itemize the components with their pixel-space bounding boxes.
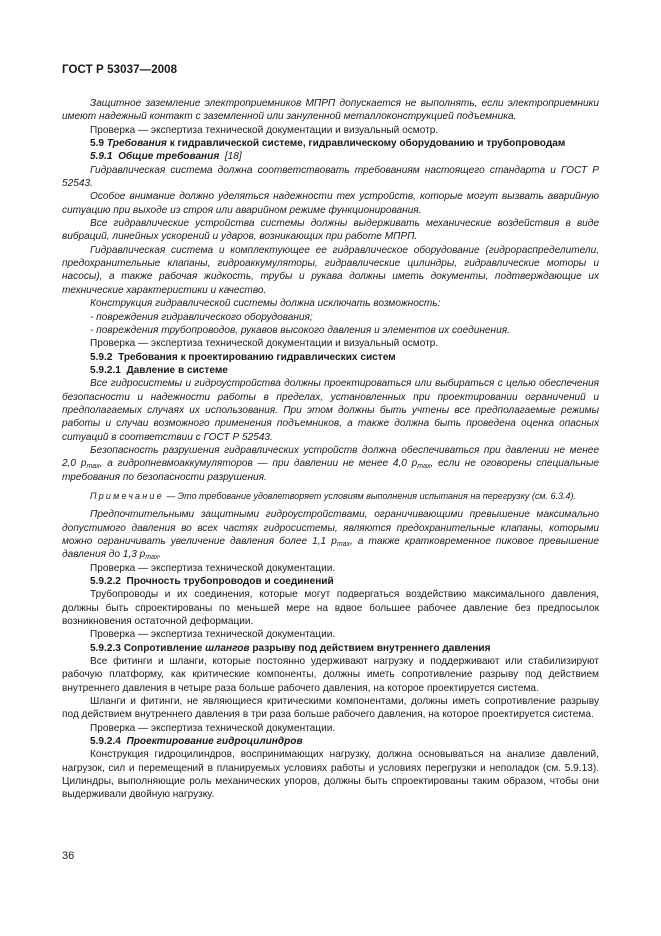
pmax-symbol: $p_{max}$ <box>139 549 159 562</box>
list-item: - повреждения трубопроводов, рукавов высокого давления и элементов их соединения. <box>90 324 510 336</box>
section-title: Проектирование гидроцилиндров <box>126 736 303 748</box>
section-heading-5-9 <box>62 137 599 150</box>
paragraph: Предпочтительными защитными гидроустройствами, ограничивающими превышение максимально допустимого давления во всех частях гидросистемы, являются предохранительные клапаны, которыми можно ограничивать увеличение давления более 1,1 $p_{max}$, а также кратковременное пиковое превышение давления до 1,3 $p_{max}$. <box>62 509 599 562</box>
pmax-symbol: $p_{max}$ <box>411 458 431 471</box>
section-number: 5.9.1 <box>90 151 113 163</box>
section-heading-5-9-1 <box>62 150 599 163</box>
page-content <box>62 97 599 802</box>
section-title: Сопротивление <box>123 642 203 654</box>
paragraph: Безопасность разрушения гидравлических устройств должна обеспечиваться при давлении не менее 2,0 $p_{max}$, а гидропневмоаккумуляторов — при давлении не менее 4,0 $p_{max}$, если не оговорены специальные требования по безопасности разрушения. <box>62 444 599 483</box>
section-title-italic: шлангов <box>205 642 250 654</box>
section-heading-5-9-2-1 <box>62 364 599 377</box>
paragraph: Конструкция гидравлической системы должна исключать возможность: <box>90 298 441 310</box>
paragraph: Трубопроводы и их соединения, которые могут подвергаться воздействию максимального давления, должны быть спроектированы по меньшей мере на вдвое большее рабочее давление без предпосылок возникновения остаточной деформации. <box>62 589 599 627</box>
check-line: Проверка — экспертиза технической документации и визуальный осмотр. <box>90 338 439 350</box>
check-line: Проверка — экспертиза технической документации. <box>90 722 336 734</box>
section-heading-5-9-2-2 <box>62 575 599 588</box>
check-line: Проверка — экспертиза технической документации и визуальный осмотр. <box>90 124 439 136</box>
section-heading-5-9-2 <box>62 351 599 364</box>
section-number: 5.9.2 <box>90 351 113 363</box>
pmax-symbol: $p_{max}$ <box>331 535 351 548</box>
page-number: 36 <box>62 850 75 862</box>
list-item: - повреждения гидравлического оборудования; <box>90 311 313 323</box>
paragraph: Гидравлическая система и комплектующее ее гидравлическое оборудование (гидрораспределители, предохранительные клапаны, гидроаккумуляторы, гидравлические цилиндры, гидравлические моторы и насосы), а также рабочая жидкость, трубы и рукава должны иметь документы, подтверждающие их технические характеристики и качество. <box>62 244 599 296</box>
reference: [18] <box>224 151 242 163</box>
check-line: Проверка — экспертиза технической документации. <box>90 629 336 641</box>
section-number: 5.9.2.1 <box>90 364 121 376</box>
section-heading-5-9-2-3 <box>62 642 599 655</box>
section-lead: Требования <box>106 138 167 150</box>
note-label: Примечание <box>90 490 164 501</box>
section-number: 5.9 <box>90 138 105 150</box>
note-text: — Это требование удовлетворяет условиям выполнения испытания на перегрузку (см. 6.3.4). <box>166 490 577 501</box>
pmax-symbol: $p_{max}$ <box>80 458 100 471</box>
section-title: Требования к проектированию гидравлических систем <box>118 351 396 363</box>
paragraph: Защитное заземление электроприемников МПРП допускается не выполнять, если электроприемники имеют надежный контакт с заземленной или зануленной металлоконструкцией подъемника. <box>62 98 599 123</box>
paragraph: Все гидравлические устройства системы должны выдерживать механические воздействия в виде вибраций, линейных ускорений и ударов, возникающих при работе МПРП. <box>62 218 599 243</box>
section-number: 5.9.2.2 <box>90 575 121 587</box>
paragraph: Гидравлическая система должна соответствовать требованиям настоящего стандарта и ГОСТ Р 52543. <box>62 164 599 190</box>
note <box>62 490 599 502</box>
check-line: Проверка — экспертиза технической документации. <box>90 562 336 574</box>
page-header: ГОСТ Р 53037—2008 <box>62 64 178 76</box>
section-number: 5.9.2.3 <box>90 642 121 654</box>
section-heading-5-9-2-4 <box>62 735 599 748</box>
paragraph: Конструкция гидроцилиндров, воспринимающих нагрузку, должна основываться на анализе давлений, нагрузок, сил и перемещений в планируемых условиях работы и условиях перегрузки и неполадок (см. 5.9.13). Цилиндры, выполняющие роль механических упоров, должны быть спроектированы таким образом, чтобы они выдерживали двойную нагрузку. <box>62 749 599 801</box>
paragraph: Шланги и фитинги, не являющиеся критическими компонентами, должны иметь сопротивление разрыву под действием внутреннего давления в три раза больше рабочего давления, на которое проектируется система. <box>62 695 599 721</box>
section-title: Прочность трубопроводов и соединений <box>126 575 334 587</box>
section-title: Общие требования <box>118 151 220 163</box>
paragraph: Особое внимание должно уделяться надежности тех устройств, которые могут вызвать аварийную ситуацию при выходе из строя или аварийном режиме функционирования. <box>62 191 599 216</box>
section-title: Давление в системе <box>126 364 228 376</box>
paragraph: Все фитинги и шланги, которые постоянно удерживают нагрузку и поддерживают или стабилизируют рабочую платформу, как критические компоненты, должны иметь сопротивление разрыву под действием внутреннего давления в четыре раза больше рабочего давления, на которое проектируется система. <box>62 655 599 694</box>
section-title: разрыву под действием внутреннего давления <box>252 642 491 654</box>
section-title: к гидравлической системе, гидравлическому оборудованию и трубопроводам <box>169 138 566 150</box>
section-number: 5.9.2.4 <box>90 736 121 748</box>
paragraph: Все гидросистемы и гидроустройства должны проектироваться или выбираться с целью обеспечения безопасности и надежности работы в пределах, установленных при проектировании ограничений и предполагаемых случаях их использования. При этом должны быть учтены все предполагаемые режимы работы и случаи возможного применения подъемников, а также должна быть проведена оценка опасных ситуаций в соответствии с ГОСТ Р 52543. <box>62 378 599 443</box>
